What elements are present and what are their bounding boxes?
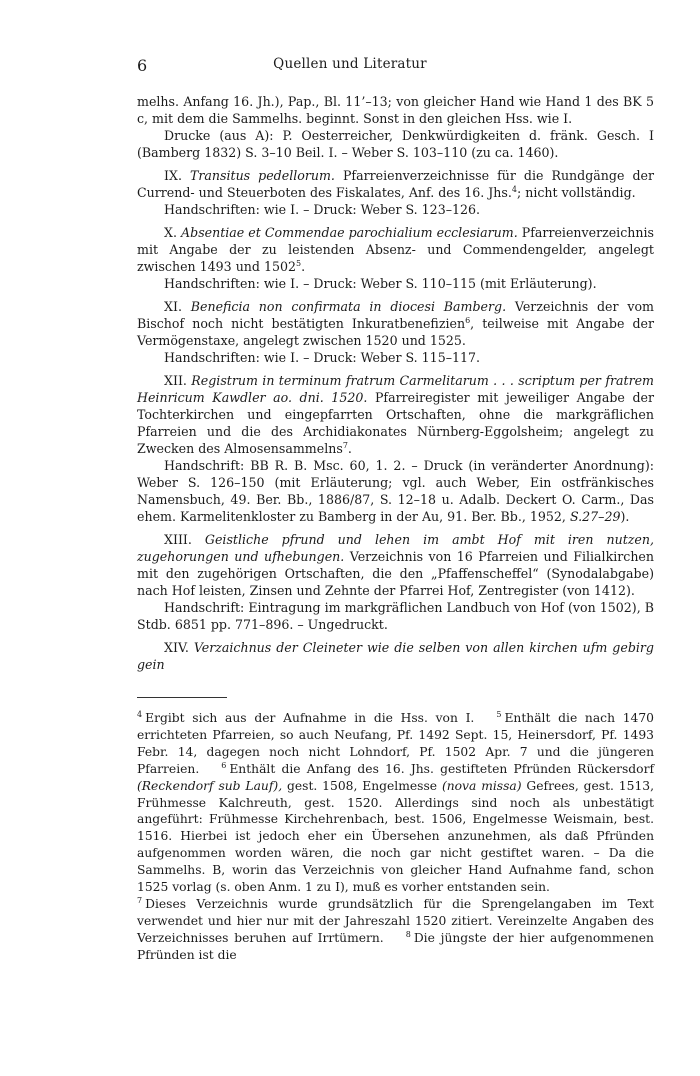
- entry-number: XI.: [164, 299, 182, 314]
- entry-xi: XI. Beneficia non confirmata in diocesi Bamberg. Verzeichnis der vom Bischof noch nicht bestätigten Inkuratbenefizien$^6$, teilweise mit Angabe der Vermögenstaxe, angelegt zwischen 1520 und 1525.: [137, 299, 654, 348]
- footnotes: [137, 710, 654, 964]
- entry-number: XIII.: [164, 532, 192, 547]
- entry-title: Registrum in terminum fratrum Carmelitarum . . . scriptum per fratrem Heinricum Kawdler ao. dni. 1520.: [137, 373, 654, 405]
- entry-number: X.: [164, 225, 177, 240]
- entry-title: Transitus pedellorum.: [189, 168, 335, 183]
- footnote-number: 6: [221, 760, 227, 770]
- footnote-number: 5: [496, 709, 502, 719]
- entry-x-sources: Handschriften: wie I. – Druck: Weber S. 110–115 (mit Erläuterung).: [164, 276, 597, 291]
- footnote-7-8: $^7$ Dieses Verzeichnis wurde grundsätzlich für die Sprengelangaben im Text verwendet und hier nur mit der Jahreszahl 1520 zitiert. Vereinzelte Angaben des Verzeichnisses beruhen auf Irrtümern. $^8$ Die jüngste der hier aufgenommenen Pfründen ist die: [137, 895, 654, 962]
- footnote-4-5: $^4$ Ergibt sich aus der Aufnahme in die Hss. von I. $^5$ Enthält die nach 1470 errichteten Pfarreien, so auch Neufang, Pf. 1492 Sept. 15, Heinersdorf, Pf. 1493 Febr. 14, dagegen noch nicht Lohndorf, Pf. 1502 Apr. 7 und die jüngeren Pfarreien. $^6$ Enthält die Anfang des 16. Jhs. gestifteten Pfründen Rückersdorf (Reckendorf sub Lauf), gest. 1508, Engelmesse (nova missa) Gefrees, gest. 1513, Frühmesse Kalchreuth, gest. 1520. Allerdings sind noch als unbestätigt angeführt: Frühmesse Kirchehrenbach, best. 1506, Engelmesse Weismain, best. 1516. Hierbei ist jedoch eher ein Übersehen anzunehmen, als daß Pfründen aufgenommen worden wären, die noch gar nicht gestiftet waren. – Da die Sammelhs. B, worin das Verzeichnis von gleicher Hand Aufnahme fand, schon 1525 vorlag (s. oben Anm. 1 zu I), muß es vorher entstanden sein.: [137, 709, 655, 895]
- paragraph-drucke: Drucke (aus A): P. Oesterreicher, Denkwürdigkeiten d. fränk. Gesch. I (Bamberg 1832) S. 3–10 Beil. I. – Weber S. 103–110 (zu ca. 1460).: [137, 128, 654, 160]
- footnote-divider: [137, 697, 227, 698]
- entry-xiii-sources: Handschrift: Eintragung im markgräflichen Landbuch von Hof (von 1502), B Stdb. 6851 pp. 771–896. – Ungedruckt.: [137, 600, 654, 632]
- entry-number: XII.: [164, 373, 187, 388]
- entry-title: Absentiae et Commendae parochialium ecclesiarum.: [181, 225, 518, 240]
- page-header: [0, 56, 700, 78]
- entry-x: X. Absentiae et Commendae parochialium ecclesiarum. Pfarreienverzeichnis mit Angabe der zu leistenden Absenz- und Commendengelder, angelegt zwischen 1493 und 1502$^5$.: [137, 225, 654, 274]
- page-number: 6: [137, 56, 148, 75]
- entry-ix-sources: Handschriften: wie I. – Druck: Weber S. 123–126.: [164, 202, 481, 217]
- entry-xii-sources: Handschrift: BB R. B. Msc. 60, 1. 2. – Druck (in veränderter Anordnung): Weber S. 126–150 (mit Erläuterung; vgl. auch Weber, Ein ostfränkisches Namensbuch, 49. Ber. Bb., 1886/87, S. 12–18 u. Adalb. Deckert O. Carm., Das ehem. Karmelitenkloster zu Bamberg in der Au, 91. Ber. Bb., 1952, S.27–29).: [137, 458, 654, 524]
- running-title: Quellen und Literatur: [273, 56, 427, 72]
- footnote-number: 4: [137, 709, 143, 719]
- footnote-number: 7: [137, 895, 143, 905]
- entry-xiii: XIII. Geistliche pfrund und lehen im ambt Hof mit iren nutzen, zugehorungen und ufhebungen. Verzeichnis von 16 Pfarreien und Filialkirchen mit den zugehörigen Ortschaften, die den „Pfaffenscheffel“ (Synodalabgabe) nach Hof leisten, Zinsen und Zehnte der Pfarrei Hof, Zentregister (von 1412).: [137, 532, 654, 598]
- footnote-ref: 6: [465, 315, 471, 325]
- footnote-number: 8: [405, 929, 411, 939]
- footnote-ref: 5: [296, 258, 302, 268]
- entry-xiv: [137, 639, 654, 673]
- body-text: [137, 93, 654, 673]
- entry-title: Beneficia non confirmata in diocesi Bamberg.: [190, 299, 507, 314]
- entry-ix: IX. Transitus pedellorum. Pfarreienverzeichnisse für die Rundgänge der Currend- und Steuerboten des Fiskalates, Anf. des 16. Jhs.$^4$; nicht vollständig.: [137, 168, 654, 200]
- footnote-ref: 4: [511, 184, 517, 194]
- entry-xii: XII. Registrum in terminum fratrum Carmelitarum . . . scriptum per fratrem Heinricum Kawdler ao. dni. 1520. Pfarreiregister mit jeweiliger Angabe der Tochterkirchen und eingepfarrten Ortschaften, ohne die markgräflichen Pfarreien und die des Archidiakonates Nürnberg-Eggolsheim; angelegt zu Zwecken des Almosensammelns$^7$.: [137, 373, 654, 456]
- entry-title: Geistliche pfrund und lehen im ambt Hof mit iren nutzen, zugehorungen und ufhebungen.: [137, 532, 654, 564]
- paragraph-continuation: melhs. Anfang 16. Jh.), Pap., Bl. 11’–13; von gleicher Hand wie Hand 1 des BK 5 c, mit dem die Sammelhs. beginnt. Sonst in den gleichen Hss. wie I.: [137, 94, 654, 126]
- entry-xi-sources: Handschriften: wie I. – Druck: Weber S. 115–117.: [164, 350, 481, 365]
- entry-title: Verzaichnus der Cleineter wie die selben von allen kirchen ufm gebirg gein: [137, 640, 654, 672]
- footnote-ref: 7: [342, 440, 348, 450]
- entry-number: XIV.: [164, 640, 189, 655]
- entry-number: IX.: [164, 168, 182, 183]
